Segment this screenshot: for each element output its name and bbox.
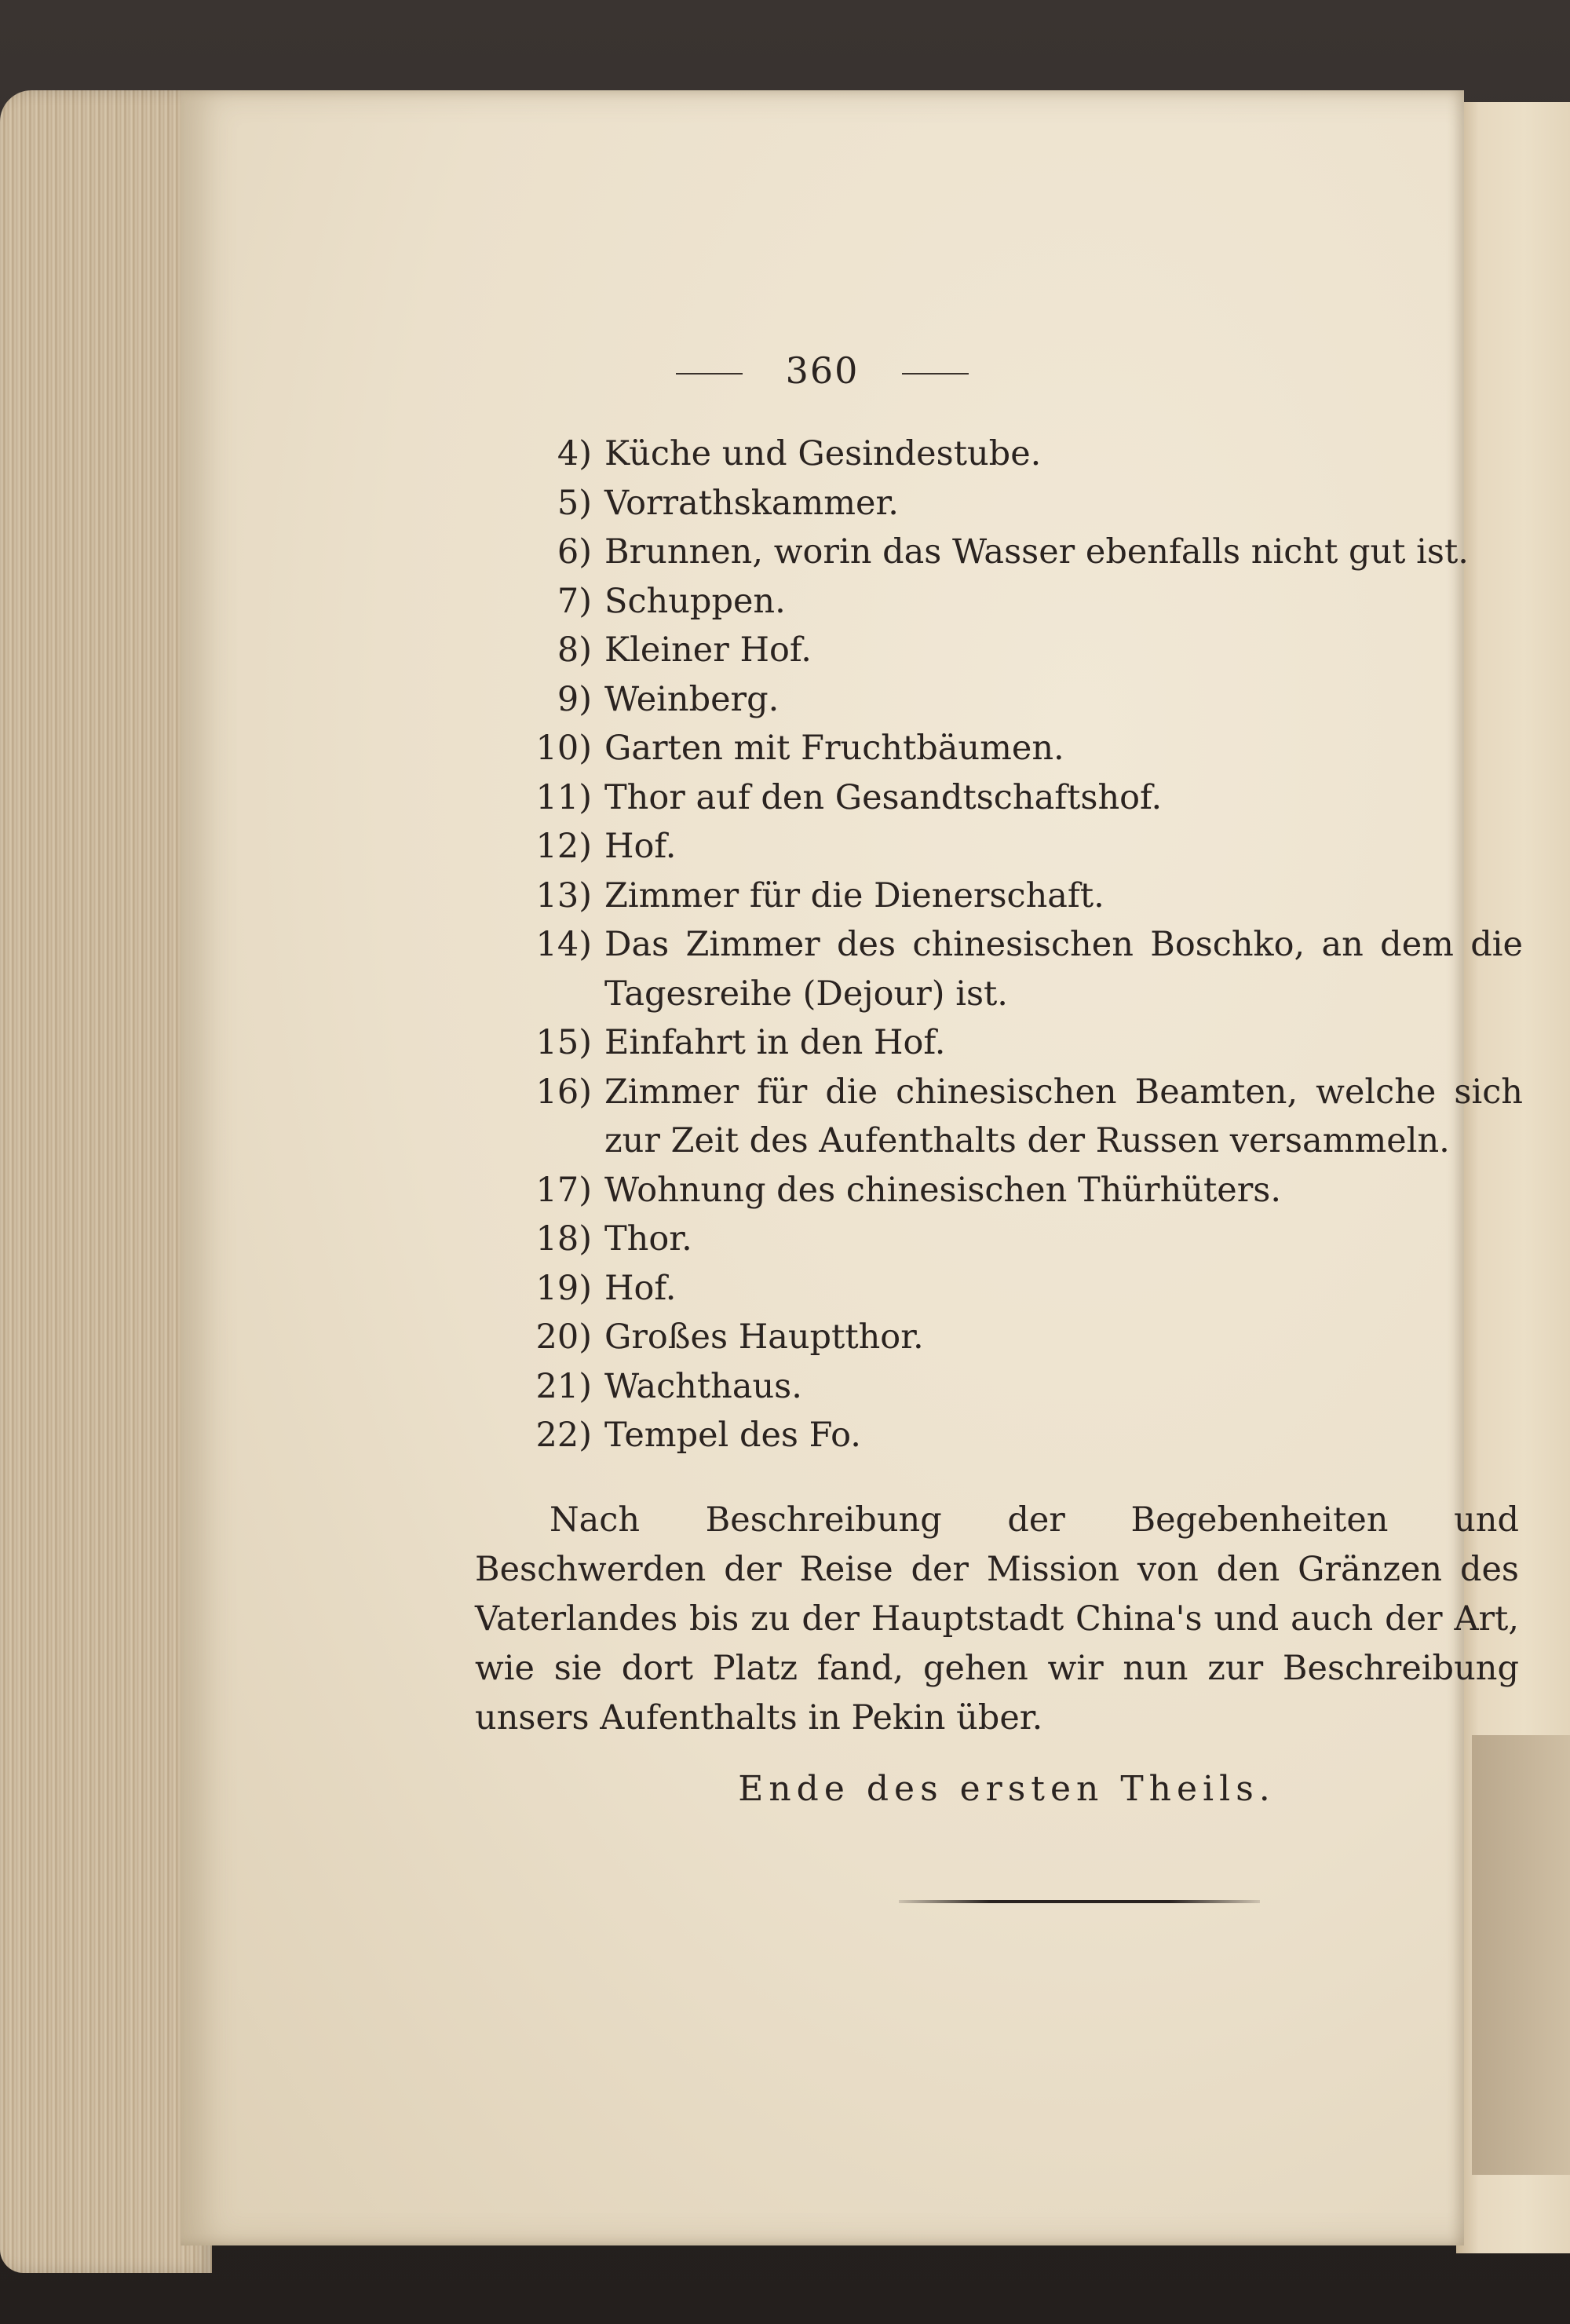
item-text: Wachthaus. — [604, 1366, 802, 1406]
list-item — [518, 577, 1523, 627]
item-text: Hof. — [604, 1268, 677, 1308]
item-text: Das Zimmer des chinesischen Boschko, an dem die Tagesreihe (Dejour) ist. — [604, 925, 1523, 1014]
item-number: 14) — [535, 925, 592, 964]
item-number: 4) — [557, 434, 592, 473]
item-text: Weinberg. — [604, 679, 780, 719]
item-text: Zimmer für die chinesischen Beamten, welche sich zur Zeit des Aufenthalts der Russen versammeln. — [604, 1072, 1523, 1160]
closing-paragraph: Nach Beschreibung der Begebenheiten und Beschwerden der Reise der Mission von den Gränzen des Vaterlandes bis zu der Hauptstadt China's und auch der Art, wie sie dort Platz fand, gehen wir nun zur Beschreibung unsers Aufenthalts in Pekin über. — [475, 1500, 1519, 1738]
item-text: Vorrathskammer. — [604, 483, 899, 523]
list-item — [518, 872, 1523, 921]
item-text: Einfahrt in den Hof. — [604, 1023, 946, 1062]
list-item — [518, 1411, 1523, 1460]
item-number: 19) — [535, 1268, 592, 1308]
item-number: 11) — [535, 777, 592, 817]
item-text: Wohnung des chinesischen Thürhüters. — [604, 1170, 1282, 1210]
list-item — [518, 1362, 1523, 1412]
item-text: Großes Hauptthor. — [604, 1317, 924, 1357]
item-text: Garten mit Fruchtbäumen. — [604, 729, 1064, 768]
page-number: 360 — [785, 349, 860, 392]
item-number: 10) — [535, 729, 592, 768]
item-text: Thor auf den Gesandtschaftshof. — [604, 777, 1163, 817]
item-text: Hof. — [604, 827, 677, 866]
list-item — [518, 479, 1523, 528]
list-item — [518, 1215, 1523, 1264]
list-item — [518, 429, 1523, 479]
item-number: 9) — [557, 679, 592, 719]
item-text: Brunnen, worin das Wasser ebenfalls nicht gut ist. — [604, 532, 1469, 572]
list-item — [518, 528, 1523, 577]
list-item — [518, 626, 1523, 675]
item-number: 5) — [557, 483, 592, 523]
list-item — [518, 724, 1523, 773]
item-number: 21) — [535, 1366, 592, 1406]
list-item — [518, 1068, 1523, 1166]
list-item — [518, 1264, 1523, 1314]
item-number: 15) — [535, 1023, 592, 1062]
closing-rule — [899, 1900, 1260, 1903]
item-number: 6) — [557, 532, 592, 572]
item-text: Kleiner Hof. — [604, 630, 812, 670]
list-item — [518, 920, 1523, 1018]
list-item — [518, 1166, 1523, 1215]
numbered-list — [518, 429, 1523, 1460]
item-number: 8) — [557, 630, 592, 670]
item-number: 13) — [535, 875, 592, 915]
item-text: Thor. — [604, 1219, 692, 1259]
header-dash-right — [902, 373, 969, 375]
item-number: 22) — [535, 1416, 592, 1455]
item-number: 20) — [535, 1317, 592, 1357]
item-number: 12) — [535, 827, 592, 866]
list-item — [518, 675, 1523, 725]
list-item — [518, 822, 1523, 872]
item-text: Tempel des Fo. — [604, 1416, 861, 1455]
item-number: 7) — [557, 581, 592, 621]
item-text: Schuppen. — [604, 581, 786, 621]
list-item — [518, 773, 1523, 823]
page-header — [181, 349, 1464, 392]
item-number: 18) — [535, 1219, 592, 1259]
item-text: Küche und Gesindestube. — [604, 434, 1042, 473]
header-dash-left — [676, 373, 743, 375]
end-of-part-note: Ende des ersten Theils. — [738, 1769, 1276, 1809]
list-item — [518, 1018, 1523, 1068]
item-number: 17) — [535, 1170, 592, 1210]
item-number: 16) — [535, 1072, 592, 1112]
book-page — [181, 90, 1523, 2245]
list-item — [518, 1313, 1523, 1362]
item-text: Zimmer für die Dienerschaft. — [604, 875, 1104, 915]
